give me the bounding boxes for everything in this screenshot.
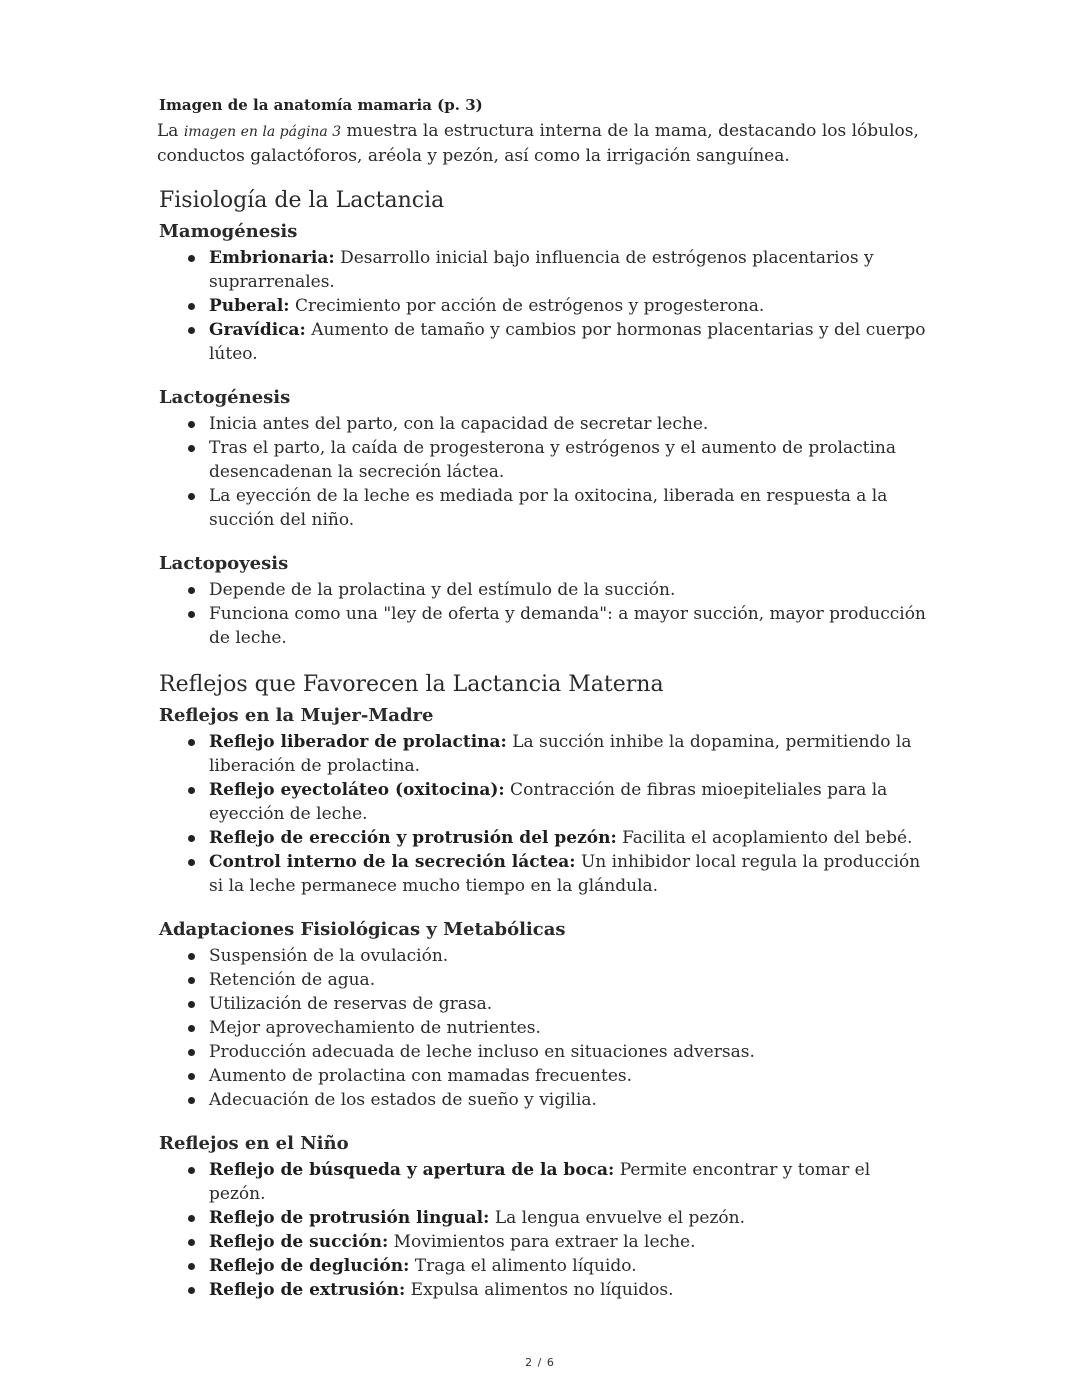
list-item: Aumento de prolactina con mamadas frecuentes. (209, 1064, 929, 1088)
list-item: Tras el parto, la caída de progesterona y estrógenos y el aumento de prolactina desencadenan la secreción láctea. (209, 436, 929, 484)
list-item: Retención de agua. (209, 968, 929, 992)
list-item: Reflejo de deglución: Traga el alimento líquido. (209, 1254, 929, 1278)
list-item: Reflejo de erección y protrusión del pezón: Facilita el acoplamiento del bebé. (209, 826, 929, 850)
list-item: Puberal: Crecimiento por acción de estrógenos y progesterona. (209, 294, 929, 318)
document-page (159, 95, 929, 1322)
mamogenesis-list (159, 246, 929, 366)
section-heading-fisiologia: Fisiología de la Lactancia (159, 188, 445, 213)
list-item: Producción adecuada de leche incluso en situaciones adversas. (209, 1040, 929, 1064)
list-item: Reflejo de protrusión lingual: La lengua envuelve el pezón. (209, 1206, 929, 1230)
list-item: Reflejo de extrusión: Expulsa alimentos no líquidos. (209, 1278, 929, 1302)
lactogenesis-list (159, 412, 929, 532)
subheading-mamogenesis: Mamogénesis (159, 221, 298, 242)
section-heading-reflejos: Reflejos que Favorecen la Lactancia Materna (159, 672, 664, 697)
list-item: Reflejo de succión: Movimientos para extraer la leche. (209, 1230, 929, 1254)
list-item: Reflejo de búsqueda y apertura de la boca: Permite encontrar y tomar el pezón. (209, 1158, 929, 1206)
list-item: Embrionaria: Desarrollo inicial bajo influencia de estrógenos placentarios y suprarrenales. (209, 246, 929, 294)
list-item: Control interno de la secreción láctea: Un inhibidor local regula la producción si la leche permanece mucho tiempo en la glándula. (209, 850, 929, 898)
adaptaciones-list (159, 944, 929, 1112)
mujer-madre-list (159, 730, 929, 898)
image-reference: imagen en la página 3 (183, 124, 342, 140)
list-item: La eyección de la leche es mediada por la oxitocina, liberada en respuesta a la succión del niño. (209, 484, 929, 532)
list-item: Reflejo eyectoláteo (oxitocina): Contracción de fibras mioepiteliales para la eyección de leche. (209, 778, 929, 826)
list-item: Mejor aprovechamiento de nutrientes. (209, 1016, 929, 1040)
subheading-lactopoyesis: Lactopoyesis (159, 553, 289, 574)
list-item: Suspensión de la ovulación. (209, 944, 929, 968)
subheading-mujer-madre: Reflejos en la Mujer-Madre (159, 705, 434, 726)
lactopoyesis-list (159, 578, 929, 650)
list-item: Utilización de reservas de grasa. (209, 992, 929, 1016)
subheading-lactogenesis: Lactogénesis (159, 387, 291, 408)
nino-list (159, 1158, 929, 1302)
image-caption-title: Imagen de la anatomía mamaria (p. 3) (159, 96, 483, 114)
list-item: Funciona como una "ley de oferta y demanda": a mayor succión, mayor producción de leche. (209, 602, 929, 650)
list-item: Inicia antes del parto, con la capacidad de secretar leche. (209, 412, 929, 436)
list-item: Depende de la prolactina y del estímulo de la succión. (209, 578, 929, 602)
list-item: Adecuación de los estados de sueño y vigilia. (209, 1088, 929, 1112)
page-number: 2 / 6 (525, 1356, 555, 1369)
list-item: Gravídica: Aumento de tamaño y cambios por hormonas placentarias y del cuerpo lúteo. (209, 318, 929, 366)
subheading-adaptaciones: Adaptaciones Fisiológicas y Metabólicas (159, 919, 566, 940)
subheading-nino: Reflejos en el Niño (159, 1133, 349, 1154)
list-item: Reflejo liberador de prolactina: La succión inhibe la dopamina, permitiendo la liberación de prolactina. (209, 730, 929, 778)
image-caption-text: La imagen en la página 3 muestra la estructura interna de la mama, destacando los lóbulos, conductos galactóforos, aréola y pezón, así como la irrigación sanguínea. (157, 121, 919, 166)
